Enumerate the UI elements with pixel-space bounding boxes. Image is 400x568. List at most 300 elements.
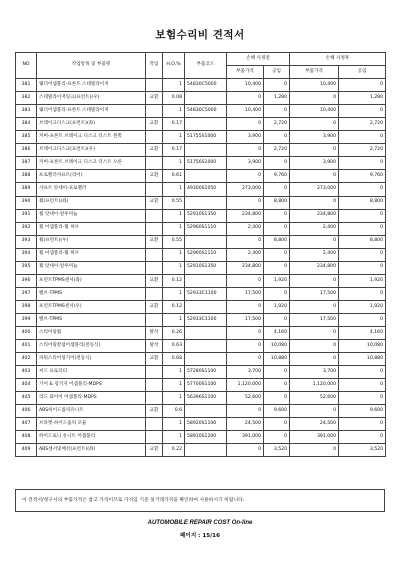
row-after-labor: 10,880 — [339, 353, 386, 366]
row-before-part-price: 2,400 — [227, 248, 264, 261]
table-row — [16, 144, 386, 157]
row-no: 395 — [16, 261, 37, 274]
footer-brand: AUTOMOBILE REPAIR COST On-line — [147, 520, 253, 526]
row-after-labor: 1,280 — [339, 92, 386, 105]
row-before-labor: 3,520 — [264, 444, 290, 457]
row-item: 휠 어셈블리-휠 허브 — [37, 222, 146, 235]
row-before-labor: 10,880 — [264, 353, 290, 366]
row-before-part-price: 0 — [227, 405, 264, 418]
row-before-labor: 0 — [264, 79, 290, 92]
row-partcode: 54830C5000 — [185, 79, 227, 92]
table-row — [16, 196, 386, 209]
row-after-part-price: 3,900 — [290, 131, 339, 144]
row-partcode: 52910S1350 — [185, 209, 227, 222]
row-partcode: 51755S1000 — [185, 131, 227, 144]
row-hours: 0.61 — [163, 170, 185, 183]
header-before-part-price: 부품가격 — [227, 66, 264, 79]
row-before-part-price: 17,500 — [227, 287, 264, 300]
header-before: 손해 사정전 — [227, 53, 290, 66]
row-item: 프런트TPMS센서(좌) — [37, 274, 146, 287]
row-item: 휠 앗세이-알루미늄 — [37, 261, 146, 274]
row-before-part-price: 391,000 — [227, 431, 264, 444]
row-partcode — [185, 405, 227, 418]
row-before-labor: 0 — [264, 392, 290, 405]
row-after-part-price: 52,600 — [290, 392, 339, 405]
row-hours: 1 — [163, 418, 185, 431]
row-before-labor: 8,800 — [264, 235, 290, 248]
row-hours: 1 — [163, 131, 185, 144]
row-no: 386 — [16, 144, 37, 157]
row-before-labor: 0 — [264, 379, 290, 392]
row-hours: 0.63 — [163, 340, 185, 353]
row-after-labor: 3,520 — [339, 444, 386, 457]
row-before-part-price: 0 — [227, 326, 264, 339]
row-after-labor: 0 — [339, 261, 386, 274]
row-hours: 1 — [163, 157, 185, 170]
row-hours: 0.55 — [163, 196, 185, 209]
row-item: 씨드 프로덕터 — [37, 366, 146, 379]
row-item: 휠(프런트)(우) — [37, 235, 146, 248]
header-before-labor: 공임 — [264, 66, 290, 79]
row-work: 교환 — [146, 300, 163, 313]
row-work — [146, 79, 163, 92]
row-before-part-price: 0 — [227, 274, 264, 287]
row-hours: 1 — [163, 379, 185, 392]
row-work: 교환 — [146, 274, 163, 287]
row-item: 웨더어셈블리-프론트 스테빌라이저 — [37, 105, 146, 118]
row-partcode — [185, 92, 227, 105]
table-row — [16, 131, 386, 144]
table-row — [16, 340, 386, 353]
estimate-table — [15, 52, 386, 457]
row-after-labor: 0 — [339, 157, 386, 170]
row-item: 휠 어셈블리-휠 허브 — [37, 248, 146, 261]
row-after-part-price: 0 — [290, 340, 339, 353]
row-before-labor: 0 — [264, 105, 290, 118]
row-no: 406 — [16, 405, 37, 418]
row-partcode: 52960S1110 — [185, 222, 227, 235]
header-work: 작업 — [146, 53, 163, 79]
row-work — [146, 392, 163, 405]
row-partcode — [185, 144, 227, 157]
row-no: 388 — [16, 170, 37, 183]
row-before-part-price: 0 — [227, 196, 264, 209]
row-partcode: 52910S1350 — [185, 261, 227, 274]
row-after-labor: 0 — [339, 248, 386, 261]
row-item: 스티어링휠 — [37, 326, 146, 339]
row-before-part-price: 10,400 — [227, 79, 264, 92]
row-item: 기어 & 링키지 어셈블리-MDPS — [37, 379, 146, 392]
row-after-part-price: 0 — [290, 405, 339, 418]
row-no: 408 — [16, 431, 37, 444]
row-after-labor: 9,600 — [339, 405, 386, 418]
row-item: 커버-프론트 브레이크 디스크 더스트 왼쪽 — [37, 131, 146, 144]
row-no: 390 — [16, 196, 37, 209]
row-work: 교환 — [146, 235, 163, 248]
row-no: 381 — [16, 79, 37, 92]
row-before-part-price: 0 — [227, 353, 264, 366]
row-no: 385 — [16, 131, 37, 144]
row-before-part-price: 3,900 — [227, 157, 264, 170]
row-item: 리드 와이어 어셈블리-MDPS — [37, 392, 146, 405]
row-before-part-price: 273,000 — [227, 183, 264, 196]
row-before-part-price: 234,800 — [227, 261, 264, 274]
row-partcode — [185, 340, 227, 353]
row-partcode — [185, 170, 227, 183]
row-after-part-price: 234,800 — [290, 261, 339, 274]
row-work: 교환 — [146, 405, 163, 418]
row-before-part-price: 0 — [227, 340, 264, 353]
row-after-labor: 9,760 — [339, 170, 386, 183]
row-hours: 0.6 — [163, 405, 185, 418]
row-before-labor: 1,920 — [264, 274, 290, 287]
row-no: 404 — [16, 379, 37, 392]
row-after-labor: 0 — [339, 392, 386, 405]
row-before-part-price: 0 — [227, 170, 264, 183]
row-after-part-price: 0 — [290, 144, 339, 157]
row-hours: 0.12 — [163, 274, 185, 287]
row-work — [146, 379, 163, 392]
row-hours: 1 — [163, 431, 185, 444]
row-work — [146, 418, 163, 431]
row-item: 파워스티어링기어(전동식) — [37, 353, 146, 366]
row-partcode — [185, 326, 227, 339]
row-partcode: 52960S1110 — [185, 248, 227, 261]
row-item: 밸브-TPMS — [37, 313, 146, 326]
header-hours: H,O,% — [163, 53, 185, 79]
row-work: 교환 — [146, 118, 163, 131]
row-hours: 1 — [163, 183, 185, 196]
document-title: 보험수리비 견적서 — [155, 29, 245, 41]
row-work: 교환 — [146, 170, 163, 183]
row-after-part-price: 234,800 — [290, 209, 339, 222]
row-after-labor: 2,720 — [339, 144, 386, 157]
header-after: 손해 사정후 — [290, 53, 386, 66]
row-before-part-price: 52,600 — [227, 392, 264, 405]
row-before-labor: 0 — [264, 313, 290, 326]
row-after-labor: 2,720 — [339, 118, 386, 131]
row-item: 휠 앗세이-알루미늄 — [37, 209, 146, 222]
row-hours: 0.17 — [163, 144, 185, 157]
row-no: 402 — [16, 353, 37, 366]
table-row — [16, 444, 386, 457]
row-item: 프로펠러샤프트(리어) — [37, 170, 146, 183]
row-item: 휠(프런트)(좌) — [37, 196, 146, 209]
row-after-labor: 0 — [339, 379, 386, 392]
row-partcode — [185, 444, 227, 457]
table-row — [16, 418, 386, 431]
row-partcode: 58910S1200 — [185, 431, 227, 444]
row-after-part-price: 273,000 — [290, 183, 339, 196]
row-after-part-price: 2,400 — [290, 222, 339, 235]
row-after-part-price: 1,120,000 — [290, 379, 339, 392]
row-hours: 1 — [163, 222, 185, 235]
row-after-part-price: 0 — [290, 353, 339, 366]
row-hours: 0.12 — [163, 300, 185, 313]
table-body — [16, 79, 386, 457]
row-work: 탈착 — [146, 340, 163, 353]
table-row — [16, 92, 386, 105]
row-after-part-price: 391,000 — [290, 431, 339, 444]
row-no: 392 — [16, 222, 37, 235]
row-work — [146, 131, 163, 144]
table-row — [16, 274, 386, 287]
row-partcode — [185, 274, 227, 287]
row-before-part-price: 17,500 — [227, 313, 264, 326]
table-row — [16, 183, 386, 196]
row-hours: 0.26 — [163, 326, 185, 339]
header-row-1 — [16, 53, 386, 66]
row-item: 브레이크디스크(프런트)(좌) — [37, 118, 146, 131]
row-after-labor: 0 — [339, 313, 386, 326]
row-after-labor: 0 — [339, 131, 386, 144]
row-hours: 1 — [163, 366, 185, 379]
table-row — [16, 79, 386, 92]
row-before-labor: 8,800 — [264, 196, 290, 209]
row-before-part-price: 234,800 — [227, 209, 264, 222]
row-after-labor: 0 — [339, 183, 386, 196]
row-before-labor: 0 — [264, 366, 290, 379]
row-before-part-price: 24,500 — [227, 418, 264, 431]
row-before-labor: 9,760 — [264, 170, 290, 183]
row-no: 400 — [16, 326, 37, 339]
row-after-labor: 8,800 — [339, 235, 386, 248]
row-hours: 1 — [163, 392, 185, 405]
row-after-part-price: 17,500 — [290, 287, 339, 300]
row-before-part-price: 0 — [227, 235, 264, 248]
row-work — [146, 313, 163, 326]
row-work — [146, 261, 163, 274]
row-hours: 0.55 — [163, 235, 185, 248]
row-before-labor: 0 — [264, 248, 290, 261]
row-after-part-price: 10,400 — [290, 79, 339, 92]
row-after-part-price: 3,900 — [290, 157, 339, 170]
row-work: 교환 — [146, 196, 163, 209]
row-after-part-price: 0 — [290, 326, 339, 339]
table-row — [16, 353, 386, 366]
table-row — [16, 209, 386, 222]
row-after-part-price: 2,400 — [290, 248, 339, 261]
table-row — [16, 379, 386, 392]
row-after-part-price: 0 — [290, 444, 339, 457]
row-hours: 1 — [163, 248, 185, 261]
row-no: 409 — [16, 444, 37, 457]
row-after-labor: 10,080 — [339, 340, 386, 353]
header-after-part-price: 부품가격 — [290, 66, 339, 79]
row-work — [146, 366, 163, 379]
row-partcode: 56396S1100 — [185, 392, 227, 405]
row-item: 스테빌라이저링크(프런트)(우) — [37, 92, 146, 105]
table-row — [16, 235, 386, 248]
row-before-part-price: 0 — [227, 300, 264, 313]
row-before-labor: 9,600 — [264, 405, 290, 418]
table-row — [16, 105, 386, 118]
row-work — [146, 105, 163, 118]
row-before-part-price: 0 — [227, 118, 264, 131]
price-notice: 이 견적서/청구서의 부품가격은 참고 가격이므로 가격임 기준 실거래가격을 확인하여 사용하시기 바랍니다. — [15, 489, 385, 512]
row-after-part-price: 0 — [290, 235, 339, 248]
row-partcode: 54830C5000 — [185, 105, 227, 118]
row-before-labor: 4,160 — [264, 326, 290, 339]
row-work — [146, 287, 163, 300]
row-item: 커버-프론트 브레이크 디스크 더스트 오른 — [37, 157, 146, 170]
row-before-part-price: 0 — [227, 144, 264, 157]
header-item: 작업항목 및 부품명 — [37, 53, 146, 79]
row-partcode — [185, 300, 227, 313]
row-item: ABS하이드롤릭유니트 — [37, 405, 146, 418]
page-number: 페이지 : 15/16 — [180, 533, 220, 539]
row-work — [146, 222, 163, 235]
row-no: 407 — [16, 418, 37, 431]
row-no: 391 — [16, 209, 37, 222]
row-item: 하이드로닉 유니트 어셈블리 — [37, 431, 146, 444]
row-work — [146, 209, 163, 222]
row-item: ABS센서및배선(프런트)(좌) — [37, 444, 146, 457]
row-work: 교환 — [146, 444, 163, 457]
row-before-part-price: 0 — [227, 92, 264, 105]
table-row — [16, 366, 386, 379]
table-row — [16, 157, 386, 170]
row-partcode: 58920S1100 — [185, 418, 227, 431]
row-work — [146, 248, 163, 261]
row-work: 교환 — [146, 92, 163, 105]
row-partcode: 51756S1000 — [185, 157, 227, 170]
row-partcode — [185, 196, 227, 209]
row-work: 탈착 — [146, 326, 163, 339]
row-after-labor: 1,920 — [339, 274, 386, 287]
row-item: 웨더어셈블리-프론트 스테빌라이저 — [37, 79, 146, 92]
row-partcode — [185, 235, 227, 248]
row-no: 393 — [16, 235, 37, 248]
row-item: 브라켓-하이드롤릭 모듈 — [37, 418, 146, 431]
row-before-labor: 10,080 — [264, 340, 290, 353]
row-before-part-price: 0 — [227, 444, 264, 457]
row-after-labor: 0 — [339, 418, 386, 431]
table-row — [16, 222, 386, 235]
row-work: 교환 — [146, 353, 163, 366]
row-no: 387 — [16, 157, 37, 170]
table-row — [16, 431, 386, 444]
row-no: 396 — [16, 274, 37, 287]
row-before-labor: 0 — [264, 261, 290, 274]
row-item: 브레이크디스크(프런트)(우) — [37, 144, 146, 157]
row-after-part-price: 3,700 — [290, 366, 339, 379]
row-after-labor: 0 — [339, 209, 386, 222]
table-row — [16, 300, 386, 313]
row-before-labor: 0 — [264, 209, 290, 222]
row-after-labor: 0 — [339, 366, 386, 379]
row-item: 프런트TPMS센서(우) — [37, 300, 146, 313]
row-item: 밸브-TPMS — [37, 287, 146, 300]
table-row — [16, 313, 386, 326]
row-no: 397 — [16, 287, 37, 300]
row-work — [146, 157, 163, 170]
row-work: 교환 — [146, 144, 163, 157]
row-item: 샤프트 앗세이-프로펠러 — [37, 183, 146, 196]
table-row — [16, 287, 386, 300]
table-row — [16, 248, 386, 261]
row-before-labor: 1,920 — [264, 300, 290, 313]
row-before-labor: 0 — [264, 222, 290, 235]
row-no: 382 — [16, 92, 37, 105]
header-partcode: 부품코드 — [185, 53, 227, 79]
row-before-labor: 0 — [264, 183, 290, 196]
row-no: 401 — [16, 340, 37, 353]
row-partcode — [185, 353, 227, 366]
row-no: 405 — [16, 392, 37, 405]
row-after-part-price: 0 — [290, 118, 339, 131]
row-after-part-price: 24,500 — [290, 418, 339, 431]
row-after-labor: 1,920 — [339, 300, 386, 313]
header-no: NO — [16, 53, 37, 79]
row-after-part-price: 0 — [290, 300, 339, 313]
row-after-part-price: 0 — [290, 274, 339, 287]
row-no: 398 — [16, 300, 37, 313]
table-row — [16, 392, 386, 405]
row-after-labor: 0 — [339, 105, 386, 118]
row-before-labor: 0 — [264, 431, 290, 444]
row-hours: 1 — [163, 287, 185, 300]
row-after-part-price: 0 — [290, 196, 339, 209]
row-before-part-price: 3,700 — [227, 366, 264, 379]
row-no: 394 — [16, 248, 37, 261]
row-hours: 0.22 — [163, 444, 185, 457]
row-work — [146, 183, 163, 196]
row-after-labor: 4,160 — [339, 326, 386, 339]
row-hours: 0.08 — [163, 92, 185, 105]
row-hours: 1 — [163, 209, 185, 222]
row-partcode — [185, 118, 227, 131]
row-after-part-price: 0 — [290, 170, 339, 183]
row-hours: 1 — [163, 313, 185, 326]
row-work — [146, 431, 163, 444]
row-after-labor: 8,800 — [339, 196, 386, 209]
table-row — [16, 261, 386, 274]
row-item: 스티어링칼럼어셈블리(전동식) — [37, 340, 146, 353]
row-after-labor: 0 — [339, 79, 386, 92]
row-no: 384 — [16, 118, 37, 131]
row-hours: 1 — [163, 261, 185, 274]
table-row — [16, 170, 386, 183]
row-no: 389 — [16, 183, 37, 196]
table-row — [16, 118, 386, 131]
row-after-labor: 0 — [339, 222, 386, 235]
row-partcode: 52933C1100 — [185, 287, 227, 300]
table-row — [16, 326, 386, 339]
row-after-labor: 0 — [339, 287, 386, 300]
row-before-part-price: 10,400 — [227, 105, 264, 118]
header-after-labor: 공임 — [339, 66, 386, 79]
row-no: 403 — [16, 366, 37, 379]
row-before-labor: 2,720 — [264, 144, 290, 157]
row-before-labor: 0 — [264, 157, 290, 170]
row-hours: 1 — [163, 105, 185, 118]
row-partcode: 49300S1050 — [185, 183, 227, 196]
row-before-part-price: 3,900 — [227, 131, 264, 144]
row-hours: 0.17 — [163, 118, 185, 131]
row-before-labor: 0 — [264, 418, 290, 431]
row-before-labor: 2,720 — [264, 118, 290, 131]
table-row — [16, 405, 386, 418]
row-partcode: 57280S1100 — [185, 366, 227, 379]
row-no: 383 — [16, 105, 37, 118]
row-after-labor: 0 — [339, 431, 386, 444]
row-partcode: 52933C1100 — [185, 313, 227, 326]
row-before-labor: 0 — [264, 131, 290, 144]
row-partcode: 57700S1100 — [185, 379, 227, 392]
row-after-part-price: 17,500 — [290, 313, 339, 326]
row-before-labor: 1,280 — [264, 92, 290, 105]
